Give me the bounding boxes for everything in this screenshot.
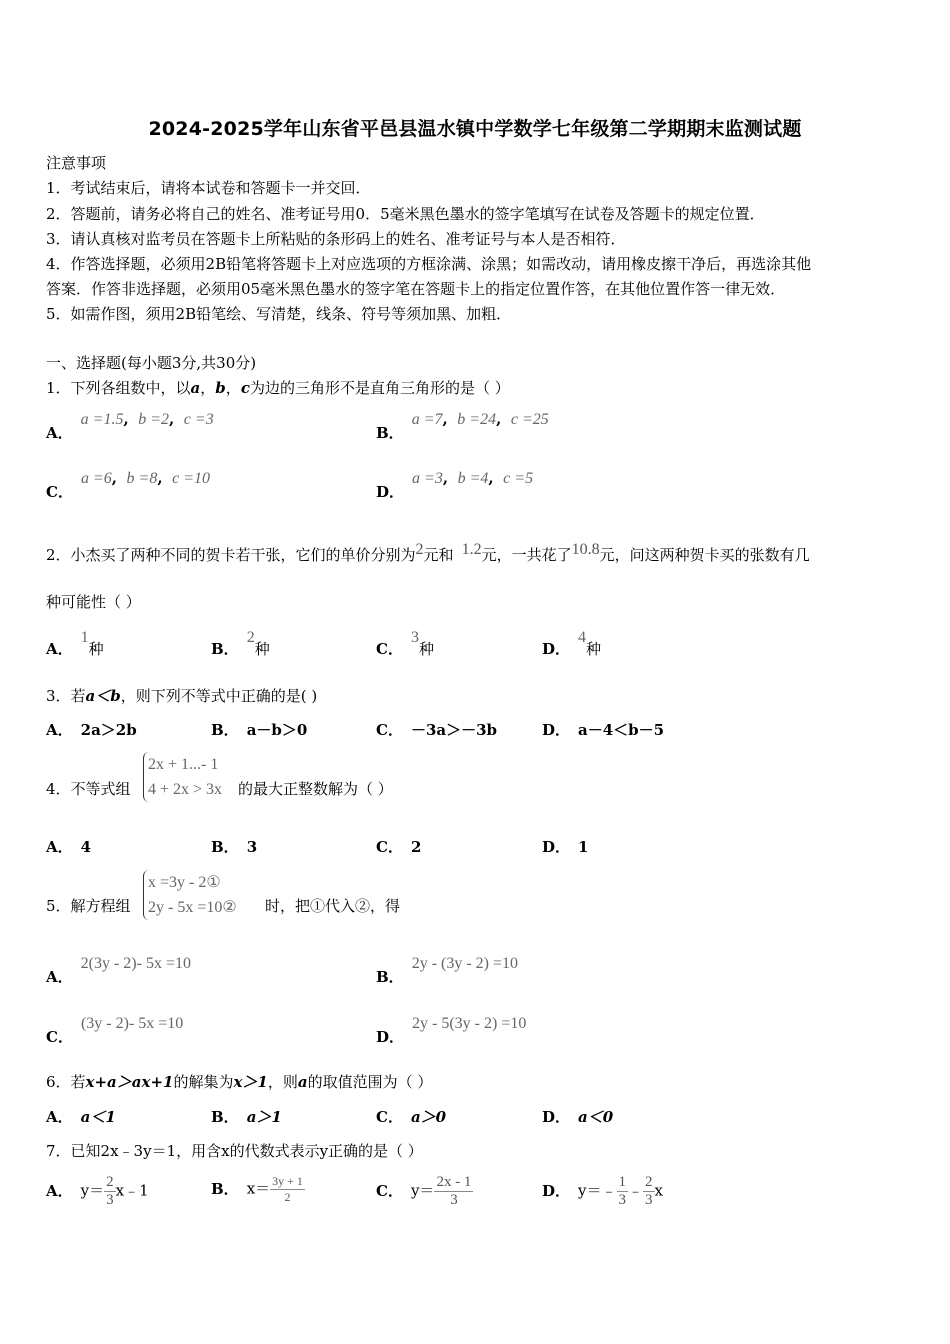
notice-heading: 注意事项 bbox=[46, 154, 107, 172]
q2-option-b[interactable]: B．2种 bbox=[211, 629, 270, 658]
notice-item: 2．答题前，请务必将自己的姓名、准考证号用0．5毫米黑色墨水的签字笔填写在试卷及答题卡的规定位置． bbox=[46, 205, 765, 223]
q5-option-d[interactable]: D．2y - 5(3y - 2) =10 bbox=[376, 1015, 527, 1046]
question-4: 4．不等式组 bbox=[46, 780, 131, 798]
q4-option-a[interactable]: A． 4 bbox=[46, 838, 92, 856]
q7-option-a[interactable]: A． y＝ $\frac{2}{3}$ x﹣1 bbox=[46, 1174, 149, 1208]
fraction: $\frac{2x - 1}{3}$ bbox=[436, 1174, 472, 1208]
question-5: 5．解方程组 bbox=[46, 897, 131, 915]
q2-option-c[interactable]: C．3种 bbox=[376, 629, 434, 658]
q1-option-b[interactable]: B．a =7, b =24, c =25 bbox=[376, 410, 549, 442]
q6-option-b[interactable]: B． a＞1 bbox=[211, 1108, 282, 1126]
q5-option-a[interactable]: A．2(3y - 2)- 5x =10 bbox=[46, 955, 191, 986]
q3-option-d[interactable]: D． a－4＜b－5 bbox=[542, 721, 665, 739]
question-6: 6．若x+a＞ax+1的解集为x＞1，则a的取值范围为（ ） bbox=[46, 1073, 433, 1091]
notice-item: 5．如需作图，须用2B铅笔绘、写清楚，线条、符号等须加黑、加粗． bbox=[46, 305, 512, 323]
q1-option-c[interactable]: C．a =6, b =8, c =10 bbox=[46, 469, 211, 501]
equation-system: x =3y - 2① 2y - 5x =10② bbox=[143, 870, 237, 920]
q2-option-d[interactable]: D．4种 bbox=[542, 629, 602, 658]
notice-item: 1．考试结束后，请将本试卷和答题卡一并交回． bbox=[46, 179, 371, 197]
q3-option-a[interactable]: A． 2a＞2b bbox=[46, 721, 137, 739]
section-heading: 一、选择题(每小题3分,共30分) bbox=[46, 354, 257, 372]
fraction: $\frac{2}{3}$ bbox=[106, 1174, 114, 1208]
inequality-system: 2x + 1...- 1 4 + 2x > 3x bbox=[143, 752, 222, 802]
question-2: 2．小杰买了两种不同的贺卡若干张，它们的单价分别为$^2$元和 $^{1.2}$元，一共花了$^{10.8}$元，问这两种贺卡买的张数有几 bbox=[46, 541, 810, 564]
q5-option-b[interactable]: B．2y - (3y - 2) =10 bbox=[376, 955, 519, 986]
question-7: 7．已知2x﹣3y＝1，用含x的代数式表示y正确的是（ ） bbox=[46, 1142, 423, 1160]
q1-option-a[interactable]: A．a =1.5, b =2, c =3 bbox=[46, 410, 214, 442]
q6-option-d[interactable]: D． a＜0 bbox=[542, 1108, 614, 1126]
fraction: $\frac{2}{3}$ bbox=[645, 1174, 653, 1208]
q2-option-a[interactable]: A．1种 bbox=[46, 629, 104, 658]
q1-option-d[interactable]: D．a =3, b =4, c =5 bbox=[376, 469, 534, 501]
question-2-cont: 种可能性（ ） bbox=[46, 593, 141, 611]
q6-option-c[interactable]: C． a＞0 bbox=[376, 1108, 447, 1126]
q7-option-c[interactable]: C． y＝ $\frac{2x - 1}{3}$ bbox=[376, 1174, 472, 1208]
fraction: $\frac{3y + 1}{2}$ bbox=[272, 1174, 303, 1204]
q4-option-c[interactable]: C． 2 bbox=[376, 838, 422, 856]
q4-option-d[interactable]: D． 1 bbox=[542, 838, 589, 856]
question-1: 1．下列各组数中，以a，b，c为边的三角形不是直角三角形的是（ ） bbox=[46, 379, 510, 397]
q3-option-c[interactable]: C． －3a＞－3b bbox=[376, 721, 498, 739]
q7-option-b[interactable]: B． x＝ $\frac{3y + 1}{2}$ bbox=[211, 1174, 303, 1204]
q5-option-c[interactable]: C．(3y - 2)- 5x =10 bbox=[46, 1015, 184, 1046]
page-title: 2024-2025学年山东省平邑县温水镇中学数学七年级第二学期期末监测试题 bbox=[148, 118, 802, 140]
q6-option-a[interactable]: A． a＜1 bbox=[46, 1108, 116, 1126]
q3-option-b[interactable]: B． a－b＞0 bbox=[211, 721, 308, 739]
question-5-suffix: 时，把①代入②，得 bbox=[265, 897, 401, 915]
fraction: $\frac{1}{3}$ bbox=[618, 1174, 626, 1208]
question-4-suffix: 的最大正整数解为（ ） bbox=[238, 780, 393, 798]
notice-item: 4．作答选择题，必须用2B铅笔将答题卡上对应选项的方框涂满、涂黑；如需改动，请用橡皮擦干净后，再选涂其他 bbox=[46, 255, 812, 273]
q7-option-d[interactable]: D． y＝﹣ $\frac{1}{3}$ ﹣ $\frac{2}{3}$ x bbox=[542, 1174, 663, 1208]
notice-item: 3．请认真核对监考员在答题卡上所粘贴的条形码上的姓名、准考证号与本人是否相符． bbox=[46, 230, 626, 248]
q4-option-b[interactable]: B． 3 bbox=[211, 838, 258, 856]
question-3: 3．若a＜b，则下列不等式中正确的是( ) bbox=[46, 687, 318, 705]
notice-item: 答案．作答非选择题，必须用05毫米黑色墨水的签字笔在答题卡上的指定位置作答，在其他位置作答一律无效． bbox=[46, 280, 786, 298]
